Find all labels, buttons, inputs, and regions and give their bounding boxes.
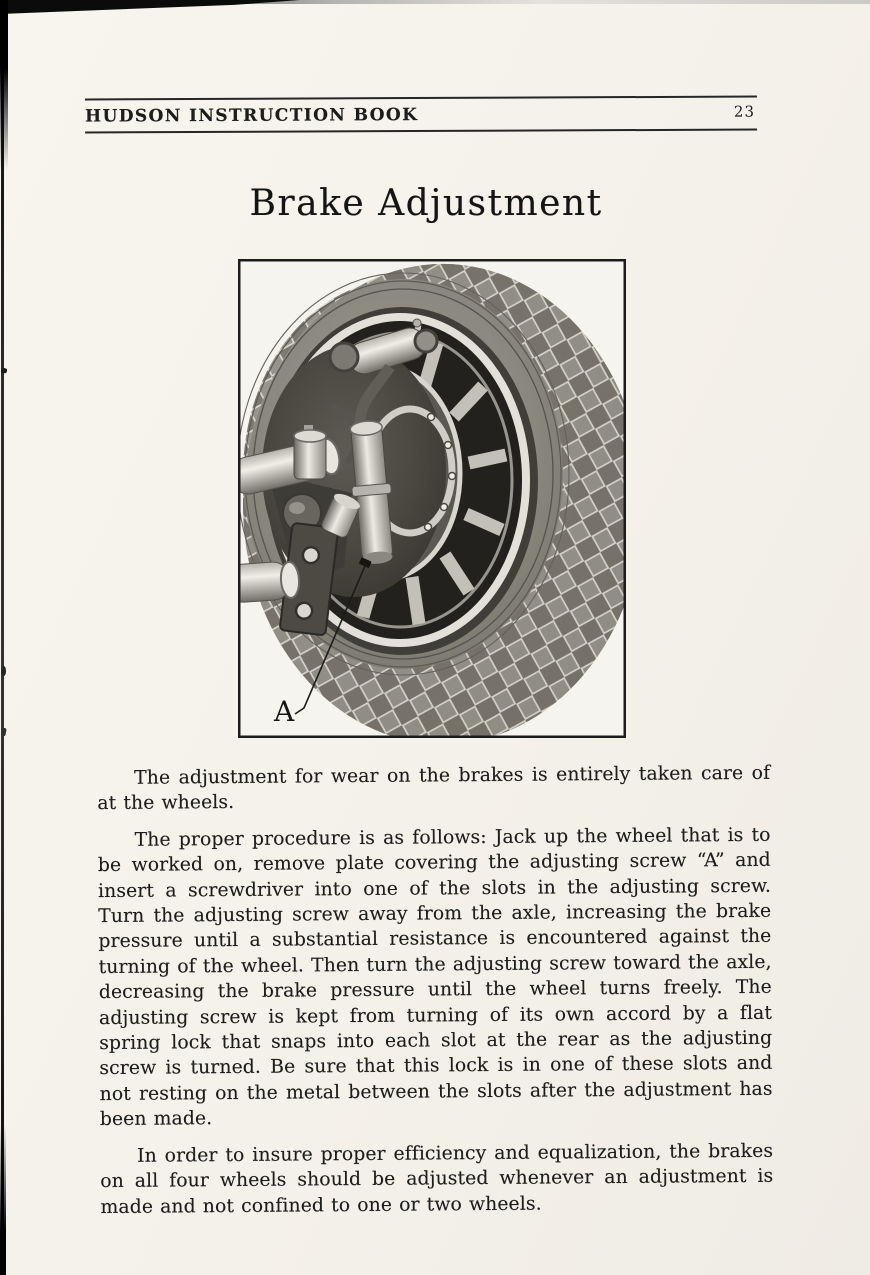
scan-artifact-left-edge-top <box>0 0 8 170</box>
paragraph-2: The proper procedure is as follows: Jack up the wheel that is to be worked on, remove plate covering the adjusting screw “A” and insert a screwdriver into one of the slots in the adjusting screw. Turn the adjusting screw away from the axle, increasing the brake pressure until a substantial resistance is encountered against the turning of the wheel. Then turn the adjusting screw toward the axle, decreasing the brake pressure until the wheel turns freely. The adjusting screw is kept from turning of its own accord by a flat spring lock that snaps into each slot at the rear as the adjusting screw is turned. Be sure that this lock is in one of these slots and not resting on the metal between the slots after the adjustment has been made. <box>97 824 773 1131</box>
page-number: 23 <box>733 102 756 121</box>
page-header <box>85 96 757 134</box>
scan-artifact-left-edge-bottom <box>0 1125 6 1275</box>
paragraph-1: The adjustment for wear on the brakes is entirely taken care of at the wheels. <box>97 762 771 815</box>
book-title: HUDSON INSTRUCTION BOOK <box>84 104 419 126</box>
body-text <box>97 761 774 1220</box>
section-title: Brake Adjustment <box>249 183 603 224</box>
grease-cup <box>294 425 326 479</box>
scan-speck <box>0 367 7 373</box>
paragraph-3: In order to insure proper efficiency and equalization, the brakes on all four wheels should be adjusted whenever an adjustment is made and not confined to one or two wheels. <box>100 1140 774 1218</box>
brake-wheel-figure <box>238 259 626 738</box>
scan-speck <box>1 728 6 737</box>
brake-wheel-photo <box>238 259 626 738</box>
figure-label-a: A <box>274 695 295 728</box>
scan-artifact-top-wedge <box>0 0 300 14</box>
scan-speck <box>1 666 6 676</box>
damper-highlight <box>289 502 305 514</box>
lower-axle-tube <box>238 560 300 603</box>
